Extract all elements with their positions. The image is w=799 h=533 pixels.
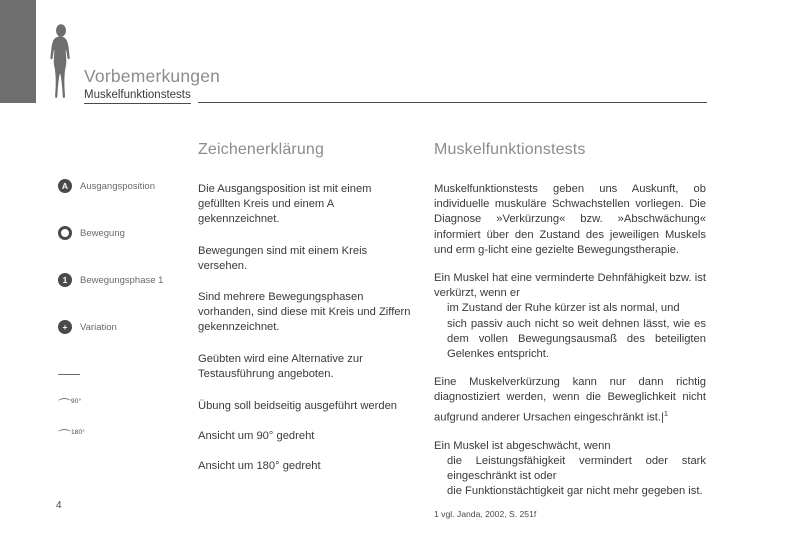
legend-description: Sind mehrere Bewegungsphasen vorhanden, sind diese mit Kreis und Ziffern gekennzeichnet.: [198, 291, 411, 334]
legend-label: Ausgangsposition: [80, 181, 155, 192]
legend-description: Geübten wird eine Alternative zur Testausführung angeboten.: [198, 352, 363, 380]
footnote-marker: 1: [663, 408, 669, 418]
paragraph-lead: Muskelfunktionstests geben uns Auskunft, ob individuelle muskuläre Schwachstellen vorliegen. Die Diagnose »Verkürzung« bzw. »Abschwächung« informiert über den Zustand des jeweiligen Muskels und erm g-licht eine gezielte Bewegungstherapie.: [434, 183, 706, 256]
main-heading: Muskelfunktionstests: [434, 141, 586, 158]
paragraph-lead: Ein Muskel hat eine verminderte Dehnfähigkeit bzw. ist verkürzt, wenn er: [434, 272, 706, 300]
horizontal-line-icon: [58, 366, 80, 375]
filled-circle-plus-icon: [58, 319, 80, 334]
legend-explanation-column: [198, 140, 414, 486]
standing-human-figure-icon: [42, 24, 80, 102]
paragraph-lead: Ein Muskel ist abgeschwächt, wenn: [434, 439, 611, 452]
legend-row: [58, 319, 198, 366]
filled-circle-digit-one-icon: [58, 272, 80, 287]
legend-label: Bewegung: [80, 228, 125, 239]
symbol-glyph: [58, 374, 80, 375]
filled-circle-letter-a-icon: [58, 178, 80, 193]
paragraph-sub-item: im Zustand der Ruhe kürzer ist als normal, und: [447, 302, 680, 315]
paragraph-sub-item: sich passiv auch nicht so weit dehnen lässt, wie es dem vollen Bewegungsausmaß des beteiligten Gelenkes entspricht.: [447, 317, 706, 361]
symbol-glyph: ⌒$^{180^\circ}$: [58, 429, 85, 445]
legend-row: [58, 366, 198, 395]
legend-label: Bewegungsphase 1: [80, 275, 164, 286]
main-text-column: [434, 140, 706, 499]
symbol-glyph: ⌒$^{90^\circ}$: [58, 398, 82, 414]
legend-heading: Zeichenerklärung: [198, 141, 325, 158]
paragraph-sub-item: die Leistungsfähigkeit vermindert oder stark eingeschränkt ist oder: [447, 454, 706, 482]
header-title-group: [84, 66, 724, 104]
main-paragraph: [434, 439, 706, 500]
symbol-glyph: [58, 226, 72, 240]
legend-row: [58, 395, 198, 426]
legend-description: Bewegungen sind mit einem Kreis versehen.: [198, 244, 368, 272]
footnote-text: 1 vgl. Janda, 2002, S. 251f: [434, 509, 537, 519]
page-title: Vorbemerkungen: [84, 66, 221, 86]
open-ring-icon: [58, 225, 80, 240]
legend-row: [58, 426, 198, 456]
page-subtitle: Muskelfunktionstests: [84, 88, 191, 104]
symbol-glyph: +: [58, 320, 72, 334]
legend-row: [58, 178, 198, 225]
page-number: 4: [56, 500, 62, 511]
legend-label: Variation: [80, 322, 117, 333]
rotation-arrow-180-icon: [58, 426, 90, 443]
symbol-glyph: 1: [58, 273, 72, 287]
legend-row: [58, 225, 198, 272]
subtitle-row: [84, 88, 724, 104]
symbol-glyph: A: [58, 179, 72, 193]
legend-symbol-column: [58, 178, 198, 456]
rotation-arrow-90-icon: [58, 395, 90, 412]
legend-description: Die Ausgangsposition ist mit einem gefüllten Kreis und einem A gekennzeichnet.: [198, 183, 372, 226]
header-divider-rule: [198, 102, 707, 103]
legend-description: Ansicht um 180° gedreht: [198, 460, 321, 473]
header-gray-bar: [0, 0, 36, 103]
legend-description: Ansicht um 90° gedreht: [198, 430, 315, 443]
paragraph-lead: Eine Muskelverkürzung kann nur dann richtig diagnostiziert werden, wenn die Beweglichkeit nicht aufgrund anderer Ursachen eingeschränkt ist.|: [434, 376, 706, 424]
page-header: [0, 0, 799, 120]
main-paragraph: [434, 271, 706, 362]
paragraph-sub-item: die Funktionstächtigkeit gar nicht mehr gegeben ist.: [447, 485, 703, 498]
legend-row: [58, 272, 198, 319]
main-paragraph: [434, 182, 706, 258]
legend-description: Übung soll beidseitig ausgeführt werden: [198, 400, 398, 413]
main-paragraph: [434, 375, 706, 425]
